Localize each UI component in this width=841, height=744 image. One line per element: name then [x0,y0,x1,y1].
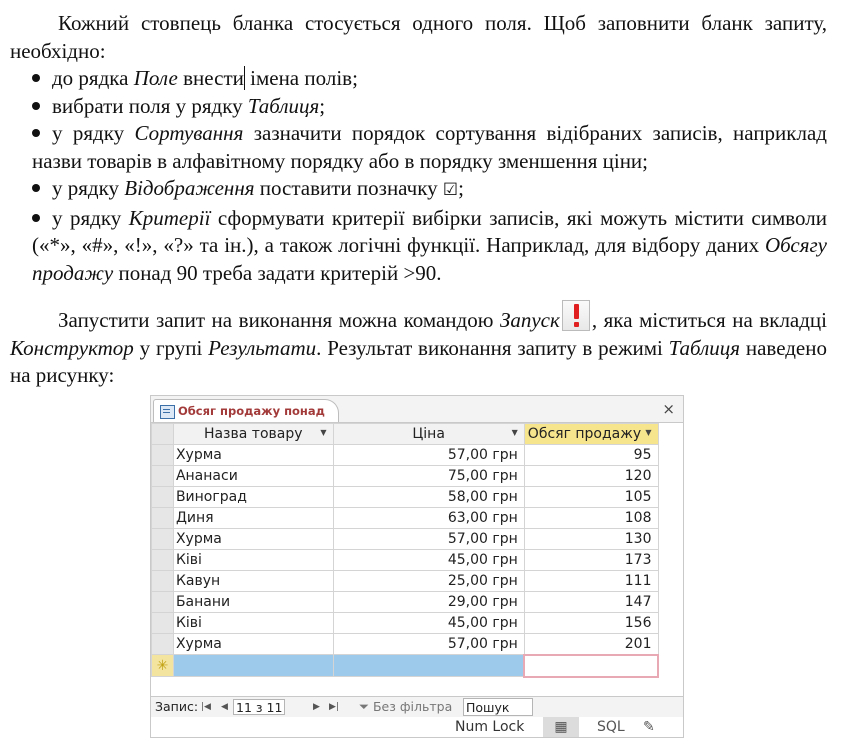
sort-arrow-icon[interactable]: ▼ [320,428,327,437]
cell-price[interactable]: 58,00 грн [333,487,524,508]
cell-price[interactable]: 75,00 грн [333,466,524,487]
run-exclamation-icon [562,300,590,331]
cell-name[interactable]: Банани [173,592,333,613]
row-selector[interactable] [152,613,174,634]
datasheet-grid [151,423,659,678]
table-row[interactable] [152,550,659,571]
cell-sales[interactable]: 201 [524,634,658,655]
cell-name[interactable]: Ківі [173,613,333,634]
row-selector[interactable] [152,508,174,529]
cell-price[interactable]: 57,00 грн [333,529,524,550]
table-row[interactable] [152,571,659,592]
bullet-show: у рядку Відображення поставити позначку ☑; [10,175,827,205]
table-row[interactable] [152,592,659,613]
cell-name[interactable]: Хурма [173,634,333,655]
bullet-dot [32,102,40,110]
table-row[interactable] [152,613,659,634]
cell-sales[interactable]: 156 [524,613,658,634]
checkbox-icon: ☑ [442,180,459,200]
bullet-sort: у рядку Сортування зазначити порядок сортування відібраних записів, наприклад назви товарів в алфавітному порядку або в порядку зменшення ціни; [32,121,827,173]
paragraph-run: Запустити запит на виконання можна командою Запуск , яка міститься на вкладці Конструктор у групі Результати. Результат виконання запиту в режимі Таблиця наведено на рисунку: [10,300,827,390]
cell-name[interactable]: Хурма [173,529,333,550]
next-record-icon[interactable]: ▶ [313,702,320,712]
new-record-cell[interactable] [173,655,333,677]
select-all-cell[interactable] [152,424,174,445]
search-input[interactable]: Пошук [463,698,533,716]
record-number-input[interactable]: 11 з 11 [233,699,285,715]
row-selector[interactable] [152,466,174,487]
record-navigation [151,696,683,718]
cell-price[interactable]: 25,00 грн [333,571,524,592]
cell-name[interactable]: Виноград [173,487,333,508]
cell-sales[interactable]: 105 [524,487,658,508]
bullet-field: до рядка Поле внести імена полів; [10,65,827,93]
row-selector[interactable] [152,529,174,550]
row-selector[interactable] [152,592,174,613]
bullet-dot [32,74,40,82]
record-label: Запис: [155,699,199,714]
new-record-cell[interactable] [524,655,658,677]
cell-sales[interactable]: 173 [524,550,658,571]
cell-price[interactable]: 29,00 грн [333,592,524,613]
new-record-icon: ✳ [152,655,174,677]
sort-arrow-icon[interactable]: ▼ [645,428,652,437]
row-selector[interactable] [152,571,174,592]
cell-price[interactable]: 57,00 грн [333,634,524,655]
table-row[interactable] [152,466,659,487]
document-text [10,10,827,390]
prev-record-icon[interactable]: ◀ [221,702,228,712]
cell-name[interactable]: Диня [173,508,333,529]
bullet-dot [32,214,40,222]
first-record-icon[interactable]: |◀ [201,702,211,712]
row-selector[interactable] [152,487,174,508]
table-row[interactable] [152,445,659,466]
cell-sales[interactable]: 111 [524,571,658,592]
design-view-icon[interactable]: ✎ [643,719,655,735]
cell-name[interactable]: Кавун [173,571,333,592]
numlock-indicator: Num Lock [455,719,525,735]
bullet-dot [32,129,40,137]
access-query-window [150,395,684,738]
table-row[interactable] [152,508,659,529]
bullet-criteria: у рядку Критерії сформувати критерії вибірки записів, які можуть містити символи («*», «#», «!», «?» та ін.), а також логічні функції. Наприклад, для відбору даних Обсягу продажу понад 90 треба задати критерій >90. [32,205,827,285]
new-record-row[interactable] [152,655,659,677]
table-row[interactable] [152,487,659,508]
cell-sales[interactable]: 108 [524,508,658,529]
row-selector[interactable] [152,634,174,655]
status-bar [151,717,683,737]
cell-price[interactable]: 57,00 грн [333,445,524,466]
cell-sales[interactable]: 147 [524,592,658,613]
cell-price[interactable]: 63,00 грн [333,508,524,529]
bullet-table: вибрати поля у рядку Таблиця; [10,93,827,121]
column-header-sales[interactable]: Обсяг продажу ▼ [524,424,658,445]
cell-price[interactable]: 45,00 грн [333,613,524,634]
tab-query-result[interactable]: Обсяг продажу понад [153,399,339,422]
bullet-dot [32,184,40,192]
row-selector[interactable] [152,550,174,571]
filter-button[interactable]: ⏷ Без фільтра [359,699,453,714]
cell-sales[interactable]: 95 [524,445,658,466]
new-record-cell[interactable] [333,655,524,677]
cell-name[interactable]: Хурма [173,445,333,466]
table-row[interactable] [152,634,659,655]
close-icon[interactable]: × [662,400,675,418]
sort-arrow-icon[interactable]: ▼ [511,428,518,437]
cell-name[interactable]: Ківі [173,550,333,571]
last-record-icon[interactable]: ▶| [329,702,339,712]
cell-sales[interactable]: 120 [524,466,658,487]
cell-name[interactable]: Ананаси [173,466,333,487]
row-selector[interactable] [152,445,174,466]
tab-strip [151,396,683,423]
paragraph-intro: Кожний стовпець бланка стосується одного поля. Щоб заповнити бланк запиту, необхідно: [10,11,827,63]
column-header-price[interactable]: Ціна ▼ [333,424,524,445]
query-icon [160,405,175,419]
column-header-name[interactable]: Назва товару ▼ [173,424,333,445]
datasheet-view-icon[interactable]: ▦ [543,717,579,737]
cell-price[interactable]: 45,00 грн [333,550,524,571]
sql-view-button[interactable]: SQL [597,719,625,735]
cell-sales[interactable]: 130 [524,529,658,550]
table-row[interactable] [152,529,659,550]
